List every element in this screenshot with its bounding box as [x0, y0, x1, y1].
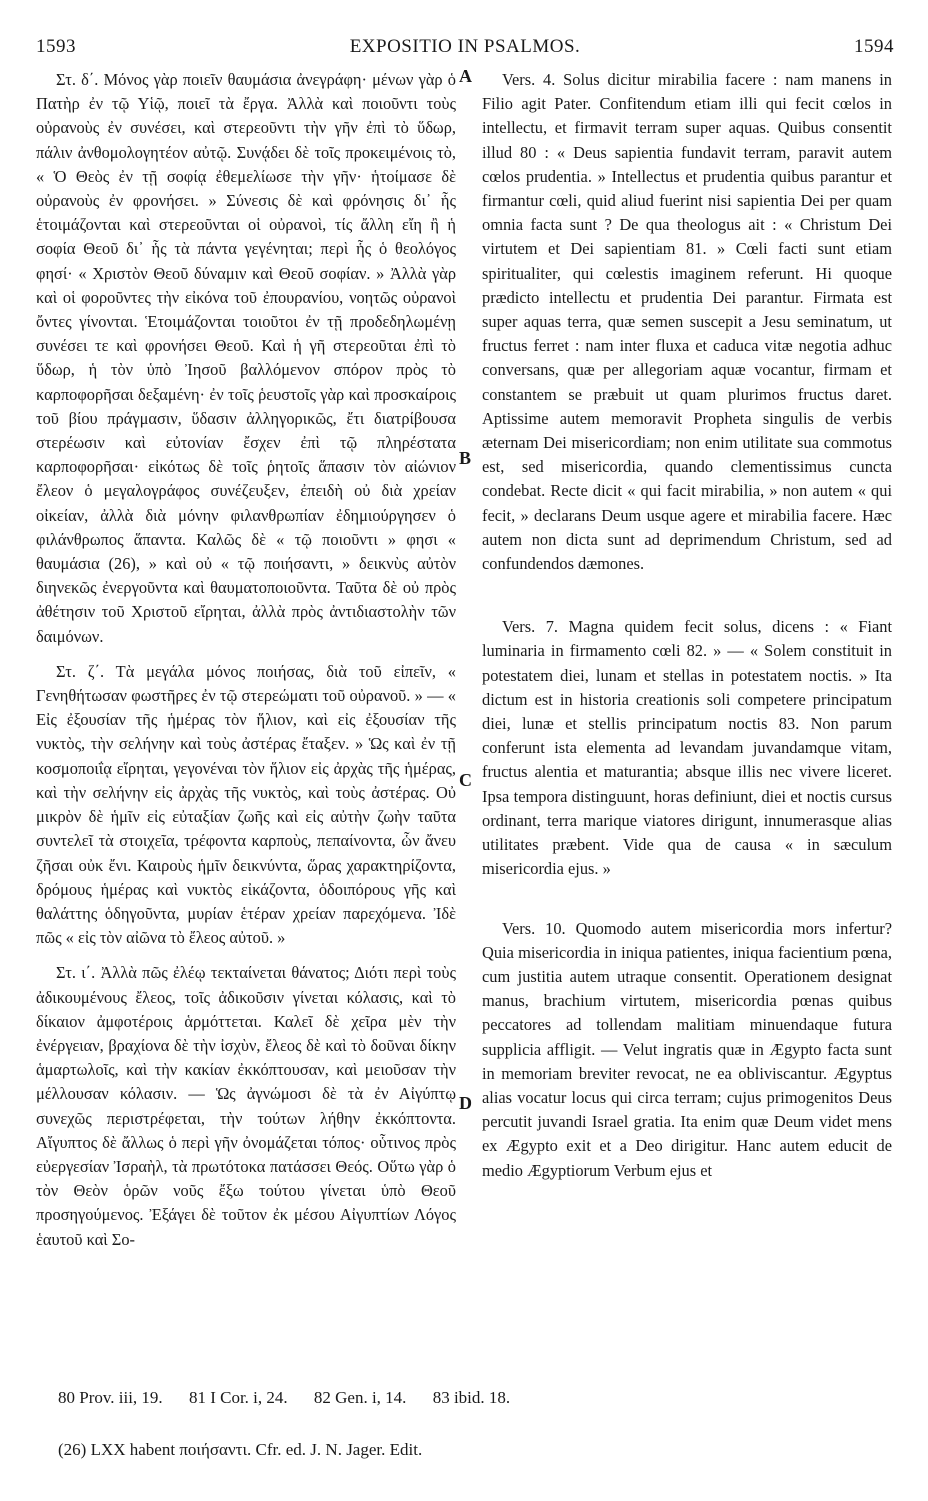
footnotes [58, 1388, 532, 1408]
footnote-82: 82 Gen. i, 14. [313, 1388, 407, 1407]
footnote-83: 83 ibid. 18. [432, 1388, 511, 1407]
greek-column [36, 68, 456, 1252]
latin-column [482, 68, 892, 1183]
greek-paragraph-vers-4: Στ. δ΄. Μόνος γὰρ ποιεῖν θαυμάσια ἀνεγράφη· μένων γὰρ ὁ Πατὴρ ἐν τῷ Υἱῷ, ποιεῖ τὰ ἔργα. Ἀλλὰ καὶ ποιοῦντι τοὺς οὐρανοὺς ἐν συνέσει, καὶ στερεοῦντι τὴν γῆν ἐπὶ τὸ ὕδωρ, πάλιν ἀνθομολογητέον αὐτῷ. Συνᾴδει δὲ τοῖς προκειμένοις τὸ, « Ὁ Θεὸς ἐν τῇ σοφίᾳ ἐθεμελίωσε τὴν γῆν· ἡτοίμασε δὲ οὐρανοὺς ἐν φρονήσει. » Σύνεσις δὲ καὶ φρόνησις δι᾽ ἧς ἑτοιμάζονται καὶ στερεοῦνται οἱ οὐρανοὶ, τίς ἄλλη εἴη ἢ ἡ σοφία Θεοῦ δι᾽ ἧς τὰ πάντα γεγένηται; περὶ ἧς ὁ θεολόγος φησί· « Χριστὸν Θεοῦ δύναμιν καὶ Θεοῦ σοφίαν. » Ἀλλὰ γὰρ καὶ οἱ φοροῦντες τὴν εἰκόνα τοῦ ἐπουρανίου, νοητῶς οὐρανοὶ ὄντες γίνονται. Ἑτοιμάζονται τοιοῦτοι ἐν τῇ προδεδηλωμένῃ συνέσει τε καὶ φρονήσει Θεοῦ. Καὶ ἡ γῆ στερεοῦται ἐπὶ τὸ ὕδωρ, ἡ τὸν ὑπὸ Ἰησοῦ βαλλόμενον σπόρον πρὸς τὸ καρποφορῆσαι δεξαμένη· ἐν τοῖς ῥευστοῖς γὰρ καὶ προσκαίροις τοῦ βίου πράγμασιν, ὕδασιν ἀλληγορικῶς, ἔτι διατρίβουσα στερέωσιν καὶ εὐτονίαν ἔσχεν ἐπὶ τῷ πληρέστατα καρποφορῆσαι· εἰκότως δὲ τοῖς ῥητοῖς ἅπασιν τὸν αἰώνιον ἔλεον ὁ μεγαλογράφος συνέζευξεν, ἐπειδὴ οὐ διὰ χρείαν οἰκείαν, ἀλλὰ διὰ μόνην φιλανθρωπίαν ἐδημιούργησεν ὁ φιλάνθρωπος ἅπαντα. Καλῶς δὲ « τῷ ποιοῦντι » φησι « θαυμάσια (26), » καὶ οὐ « τῷ ποιήσαντι, » δεικνὺς αὐτὸν διηνεκῶς ἐνεργοῦντα καὶ θαυματοποιοῦντα. Ταῦτα δὲ οὐ πρὸς ἀθέτησιν τοῦ Χριστοῦ εἴρηται, ἀλλὰ πρὸς ἀντιδιαστολὴν τῶν δαιμόνων. [36, 70, 456, 646]
margin-marker-a: A [459, 66, 472, 86]
margin-marker-b: B [459, 448, 472, 468]
footnote-80: 80 Prov. iii, 19. [58, 1388, 163, 1407]
footnote-81: 81 I Cor. i, 24. [188, 1388, 288, 1407]
latin-paragraph-vers-10: Vers. 10. Quomodo autem misericordia mors infertur? Quia misericordia in iniqua patientes, iniqua facientium pœna, cum justitia autem utraque consentit. Operationem designat manus, brachium virtutem, misericordia pœnas quibus peccatores ad tollendam malitiam minuendaque futura supplicia affligit. — Velut ingratis quæ in Ægypto facta sunt in memoriam breviter revocat, ne ea obliviscantur. Ægyptus alias vocatur locus qui circa terram; cujus primogenitos Deus percutit juvandi Israel gratia. Ita enim quæ Deum videt mens ex Ægypto exit et a Deo dirigitur. Hanc autem educit de medio Ægyptiorum Verbum ejus et [482, 918, 892, 1180]
latin-paragraph-vers-4: Vers. 4. Solus dicitur mirabilia facere : nam manens in Filio agit Pater. Confitendum etiam illi qui fecit cœlos in intellectu, et firmavit terram super aquas. Quibus consentit illud 80 : « Deus sapientia fundavit terram, paravit autem cœlos prudentia. » Intellectus et prudentia quibus parantur et firmantur cœli, quid aliud fuerint nisi sapientia Dei per quam omnia facta sunt ? De qua theologus ait : « Christum Dei virtutem et Dei sapientiam 81. » Cœli facti sunt etiam spiritualiter, qui cœlestis imaginem referunt. Hi quoque prædicto intellectu et prudentia Dei parantur. Firmata est super aquas terra, quæ semen suscepit a Jesu seminatum, ut fructus ferret : nam inter fluxa et caduca vitæ negotia adhuc conversans, quæ per allegoriam aquæ vocantur, firmam et constantem se præbuit ut quam plurimos fructus daret. Aptissime autem memoravit Propheta singulis de verbis æternam Dei misericordiam; non enim utilitate sua commotus est, sed misericordia, quando clementissimus cuncta condebat. Recte dicit « qui facit mirabilia, » non autem « qui fecit, » declarans Deum usque agere et mirabilia facere. Hæc autem non dicta sunt ad deprimendum Christum, sed ad confundendos dæmones. [482, 70, 892, 574]
greek-paragraph-vers-10: Στ. ι΄. Ἀλλὰ πῶς ἐλέῳ τεκταίνεται θάνατος; Διότι περὶ τοὺς ἀδικουμένους ἔλεος, τοῖς ἀδικοῦσιν γίνεται κόλασις, καὶ τὸ δίκαιον ἀμφοτέροις ἁρμόττεται. Καλεῖ δὲ χεῖρα μὲν τὴν ἐνέργειαν, βραχίονα δὲ τὴν ἰσχὺν, ἔλεος δὲ καὶ τὸ δοῦναι δίκην ἁμαρτωλοῖς, καὶ τὴν κακίαν ἐκκόπτουσαν, καὶ μειοῦσαν τὴν μέλλουσαν κόλασιν. — Ὡς ἀγνώμοσι δὲ τὰ ἐν Αἰγύπτῳ συνεχῶς περιστρέφεται, τὴν τούτων λήθην ἐκκόπτοντα. Αἴγυπτος δὲ ἄλλως ὁ περὶ γῆν ὀνομάζεται τόπος· οὗτινος πρὸς εὐεργεσίαν Ἰσραὴλ, τὰ πρωτότοκα πατάσσει Θεός. Οὕτω γὰρ ὁ τὸν Θεὸν ὁρῶν νοῦς ἔξω τούτου γίνεται ὑπὸ Θεοῦ προσηγούμενος. Ἐξάγει δὲ τοῦτον ἐκ μέσου Αἰγυπτίων Λόγος ἑαυτοῦ καὶ Σο- [36, 963, 456, 1249]
latin-paragraph-vers-7: Vers. 7. Magna quidem fecit solus, dicens : « Fiant luminaria in firmamento cœli 82. » — « Solem constituit in potestatem diei, lunam et stellas in potestatem noctis. » Ita dictum est in historia creationis soli competere principatum diei, lunæ et stellis principatum noctis 83. Non parum conferunt ista elementa ad levandam juvandamque vitam, fructus alentia et maturantia; absque illis nec vivere liceret. Ipsa tempora distinguunt, horas definiunt, diei et noctis cursus ordinant, terra marique viatores dirigunt, innumerasque alias utilitates præbent. Vide qua de causa « in sæculum misericordia ejus. » [482, 617, 892, 879]
running-title: EXPOSITIO IN PSALMOS. [349, 36, 581, 57]
page-header [36, 36, 894, 62]
margin-marker-d: D [459, 1093, 472, 1113]
page-number-left: 1593 [36, 36, 76, 57]
margin-marker-c: C [459, 770, 472, 790]
greek-paragraph-vers-7: Στ. ζ΄. Τὰ μεγάλα μόνος ποιήσας, διὰ τοῦ εἰπεῖν, « Γενηθήτωσαν φωστῆρες ἐν τῷ στερεώματι τοῦ οὐρανοῦ. » — « Εἰς ἐξουσίαν τῆς ἡμέρας τὸν ἥλιον, καὶ εἰς ἐξουσίαν τῆς νυκτὸς, τὴν σελήνην καὶ τοὺς ἀστέρας ἔταξεν. » Ὡς καὶ ἐν τῇ κοσμοποιΐᾳ εἴρηται, γεγονέναι τὸν ἥλιον εἰς ἀρχὰς τῆς ἡμέρας, καὶ τὴν σελήνην εἰς ἀρχὰς τῆς νυκτὸς, καὶ τοὺς ἀστέρας. Οὐ μικρὸν δὲ ἡμῖν εἰς εὐταξίαν ζωῆς καὶ εἰς αὐτὴν ζωὴν ταῦτα συντελεῖ τὰ στοιχεῖα, τρέφοντα καρποὺς, πεπαίνοντα, ὧν ἄνευ ζῆσαι οὐκ ἔνι. Καιροὺς ἡμῖν δεικνύντα, ὥρας χαρακτηρίζοντα, δρόμους ἡμέρας καὶ νυκτὸς εἰκάζοντα, ὁδοιπόρους γῆς καὶ θαλάττης ὁδηγοῦντα, μυρίαν ἑτέραν χρείαν παρεχόμενα. Ἰδὲ πῶς « εἰς τὸν αἰῶνα τὸ ἔλεος αὐτοῦ. » [36, 661, 456, 948]
page-number-right: 1594 [854, 36, 894, 57]
editor-note: (26) LXX habent ποιήσαντι. Cfr. ed. J. N. Jager. Edit. [58, 1440, 423, 1459]
